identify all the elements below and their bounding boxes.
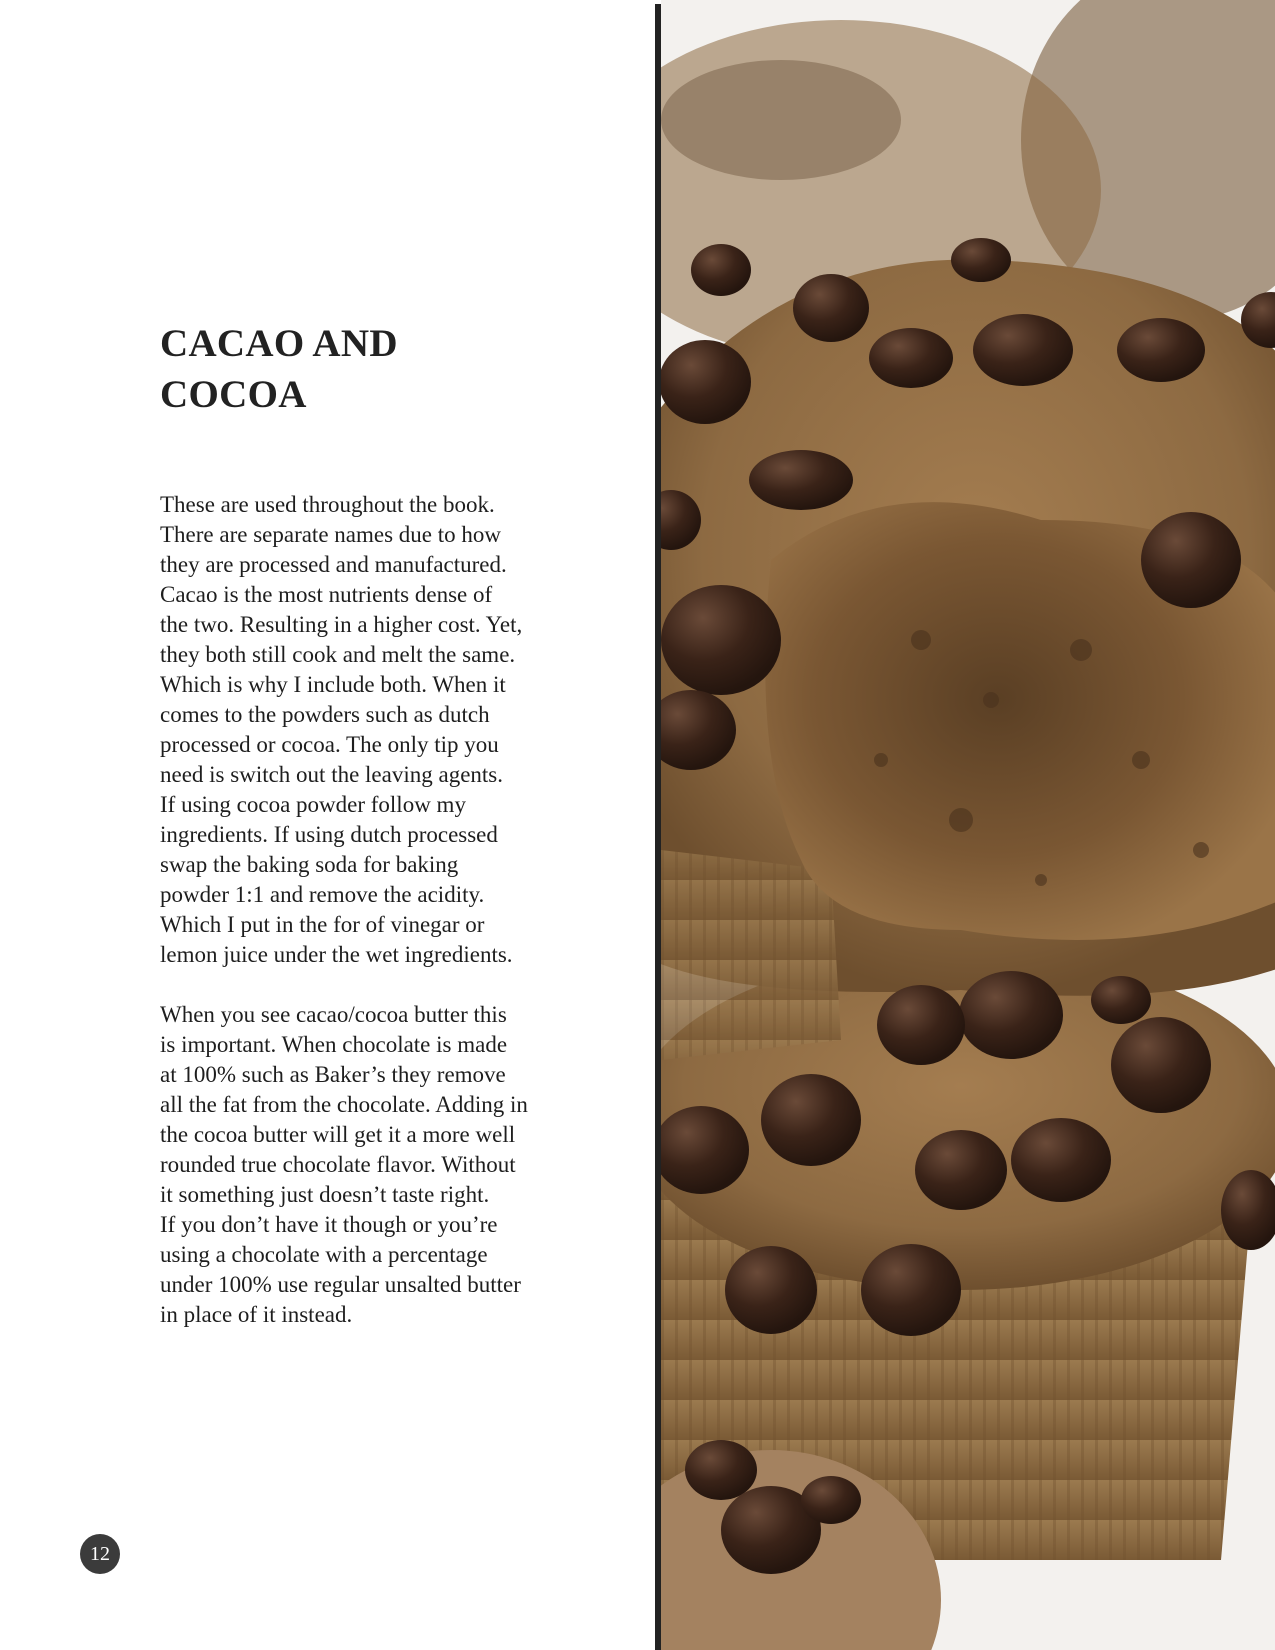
page-number-badge: 12 [80,1534,120,1574]
muffin-photo [661,0,1275,1650]
muffin-illustration [661,0,1275,1650]
body-paragraph-2: When you see cacao/cocoa butter this is important. When chocolate is made at 100% such as Baker’s they remove all the fat from the chocolate. Adding in the cocoa butter will get it a more well rounded true chocolate flavor. Without it something just doesn’t taste right. If you don’t have it though or you’re using a chocolate with a percentage under 100% use regular unsalted butter in place of it instead. [160,1002,528,1327]
page-heading: CACAO AND COCOA [160,322,398,416]
body-paragraph-1: These are used throughout the book. There are separate names due to how they are processed and manufactured. Cacao is the most nutrients dense of the two. Resulting in a higher cost. Yet, they both still cook and melt the same. Which is why I include both. When it comes to the powders such as dutch processed or cocoa. The only tip you need is switch out the leaving agents. If using cocoa powder follow my ingredients. If using dutch processed swap the baking soda for baking powder 1:1 and remove the acidity. Which I put in the for of vinegar or lemon juice under the wet ingredients. [160,492,523,967]
text-column [160,318,580,1330]
